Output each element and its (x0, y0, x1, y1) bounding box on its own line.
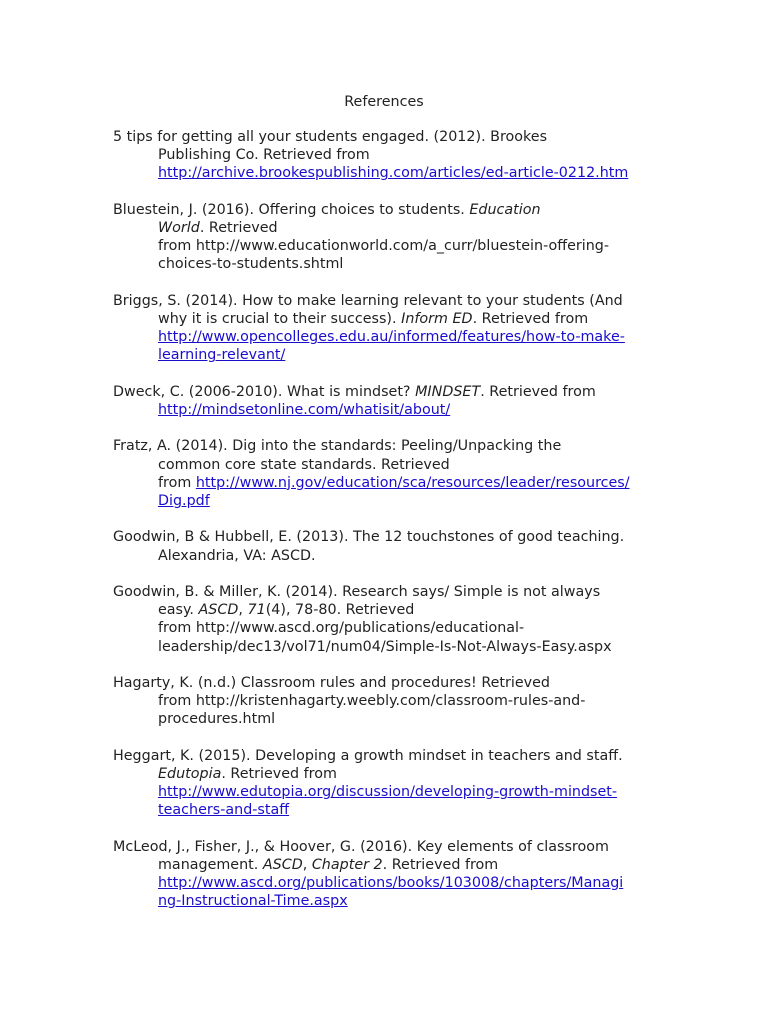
reference-text: from http://www.ascd.org/publications/educational- (158, 620, 525, 637)
reference-text: Fratz, A. (2014). Dig into the standards: Peeling/Unpacking the (113, 438, 562, 455)
reference-line (113, 456, 658, 474)
reference-line (113, 164, 658, 182)
reference-text: Dweck, C. (2006-2010). What is mindset? (113, 383, 416, 400)
reference-line (113, 255, 658, 273)
reference-text: . Retrieved from (221, 765, 337, 782)
reference-text: . Retrieved from (382, 856, 499, 873)
reference-text: . Retrieved from (472, 311, 589, 327)
reference-text: leadership/dec13/vol71/num04/Simple-Is-Not-Always-Easy.aspx (158, 638, 612, 655)
reference-line (113, 783, 658, 801)
reference-line (113, 492, 658, 510)
reference-line (113, 219, 658, 237)
reference-line (113, 437, 658, 455)
reference-line (113, 765, 658, 783)
reference-italic-text: Inform ED (401, 311, 473, 327)
reference-entry (113, 528, 658, 564)
reference-italic-text: 71 (247, 602, 266, 619)
reference-text: . Retrieved from (480, 383, 596, 400)
reference-url-link[interactable]: http://www.nj.gov/education/sca/resources/leader/resources/ (195, 474, 630, 491)
reference-line (113, 619, 658, 637)
reference-line (113, 710, 658, 728)
reference-line (113, 383, 658, 401)
reference-entry (113, 583, 658, 656)
reference-line (113, 346, 658, 364)
reference-text: Hagarty, K. (n.d.) Classroom rules and procedures! Retrieved (113, 674, 550, 691)
reference-text: Goodwin, B & Hubbell, E. (2013). The 12 touchstones of good teaching. (113, 529, 625, 546)
reference-line (113, 638, 658, 656)
reference-url-link[interactable]: http://archive.brookespublishing.com/articles/ed-article-0212.htm (158, 165, 629, 182)
reference-text: from http://kristenhagarty.weebly.com/classroom-rules-and- (158, 693, 586, 710)
reference-italic-text: Education (469, 201, 541, 218)
reference-text: procedures.html (158, 711, 276, 728)
reference-text: common core state standards. Retrieved (158, 456, 450, 473)
reference-line (113, 146, 658, 164)
reference-line (113, 528, 658, 546)
reference-text: choices-to-students.shtml (158, 256, 344, 273)
reference-line (113, 128, 658, 146)
reference-line (113, 601, 658, 619)
reference-url-link[interactable]: teachers-and-staff (158, 802, 290, 819)
reference-url-link[interactable]: http://www.edutopia.org/discussion/developing-growth-mindset- (158, 784, 618, 801)
reference-text: from http://www.educationworld.com/a_curr/bluestein-offering- (158, 238, 610, 255)
reference-line (113, 547, 658, 565)
reference-line (113, 892, 658, 910)
reference-text: , (302, 856, 312, 873)
reference-line (113, 401, 658, 419)
reference-entry (113, 674, 658, 729)
reference-text: (4), 78-80. Retrieved (265, 602, 415, 619)
reference-url-link[interactable]: http://mindsetonline.com/whatisit/about/ (158, 402, 451, 418)
reference-entry (113, 128, 658, 183)
reference-url-link[interactable]: learning-relevant/ (158, 347, 286, 364)
reference-text: Goodwin, B. & Miller, K. (2014). Research says/ Simple is not always (113, 583, 601, 600)
reference-line (113, 856, 658, 874)
reference-url-link[interactable]: Dig.pdf (158, 493, 210, 509)
reference-url-link[interactable]: ng-Instructional-Time.aspx (158, 893, 348, 910)
reference-line (113, 583, 658, 601)
reference-line (113, 328, 658, 346)
page-title: References (344, 94, 424, 110)
reference-italic-text: Chapter 2 (311, 856, 383, 873)
reference-entry (113, 292, 658, 365)
reference-entry (113, 838, 658, 911)
reference-line (113, 474, 658, 492)
reference-text: why it is crucial to their success). (158, 311, 402, 327)
reference-italic-text: World (158, 220, 200, 236)
reference-text: Heggart, K. (2015). Developing a growth mindset in teachers and staff. (113, 747, 623, 764)
reference-italic-text: Edutopia (158, 765, 222, 782)
reference-text: . Retrieved (199, 220, 278, 236)
reference-line (113, 674, 658, 692)
reference-line (113, 310, 658, 328)
reference-text: easy. (158, 602, 199, 619)
reference-text: McLeod, J., Fisher, J., & Hoover, G. (2016). Key elements of classroom (113, 838, 609, 855)
reference-text: management. (158, 856, 263, 873)
reference-text: 5 tips for getting all your students engaged. (2012). Brookes (113, 129, 548, 145)
reference-line (113, 201, 658, 219)
reference-text: Alexandria, VA: ASCD. (158, 547, 316, 564)
reference-entry (113, 383, 658, 419)
reference-list (113, 128, 658, 929)
reference-italic-text: ASCD (198, 602, 239, 619)
reference-line (113, 801, 658, 819)
reference-entry (113, 201, 658, 274)
reference-text: Briggs, S. (2014). How to make learning relevant to your students (And (113, 292, 623, 309)
reference-url-link[interactable]: http://www.opencolleges.edu.au/informed/features/how-to-make- (158, 329, 625, 346)
reference-url-link[interactable]: http://www.ascd.org/publications/books/103008/chapters/Managi (158, 875, 624, 892)
reference-entry (113, 437, 658, 510)
reference-line (113, 237, 658, 255)
reference-line (113, 292, 658, 310)
reference-italic-text: ASCD (262, 856, 303, 873)
reference-italic-text: MINDSET (415, 383, 481, 400)
reference-text: Publishing Co. Retrieved from (158, 147, 370, 164)
reference-line (113, 838, 658, 856)
reference-text: from (158, 474, 196, 491)
reference-line (113, 692, 658, 710)
reference-text: , (238, 602, 248, 619)
reference-text: Bluestein, J. (2016). Offering choices to students. (113, 201, 470, 218)
reference-line (113, 874, 658, 892)
reference-line (113, 747, 658, 765)
reference-entry (113, 747, 658, 820)
